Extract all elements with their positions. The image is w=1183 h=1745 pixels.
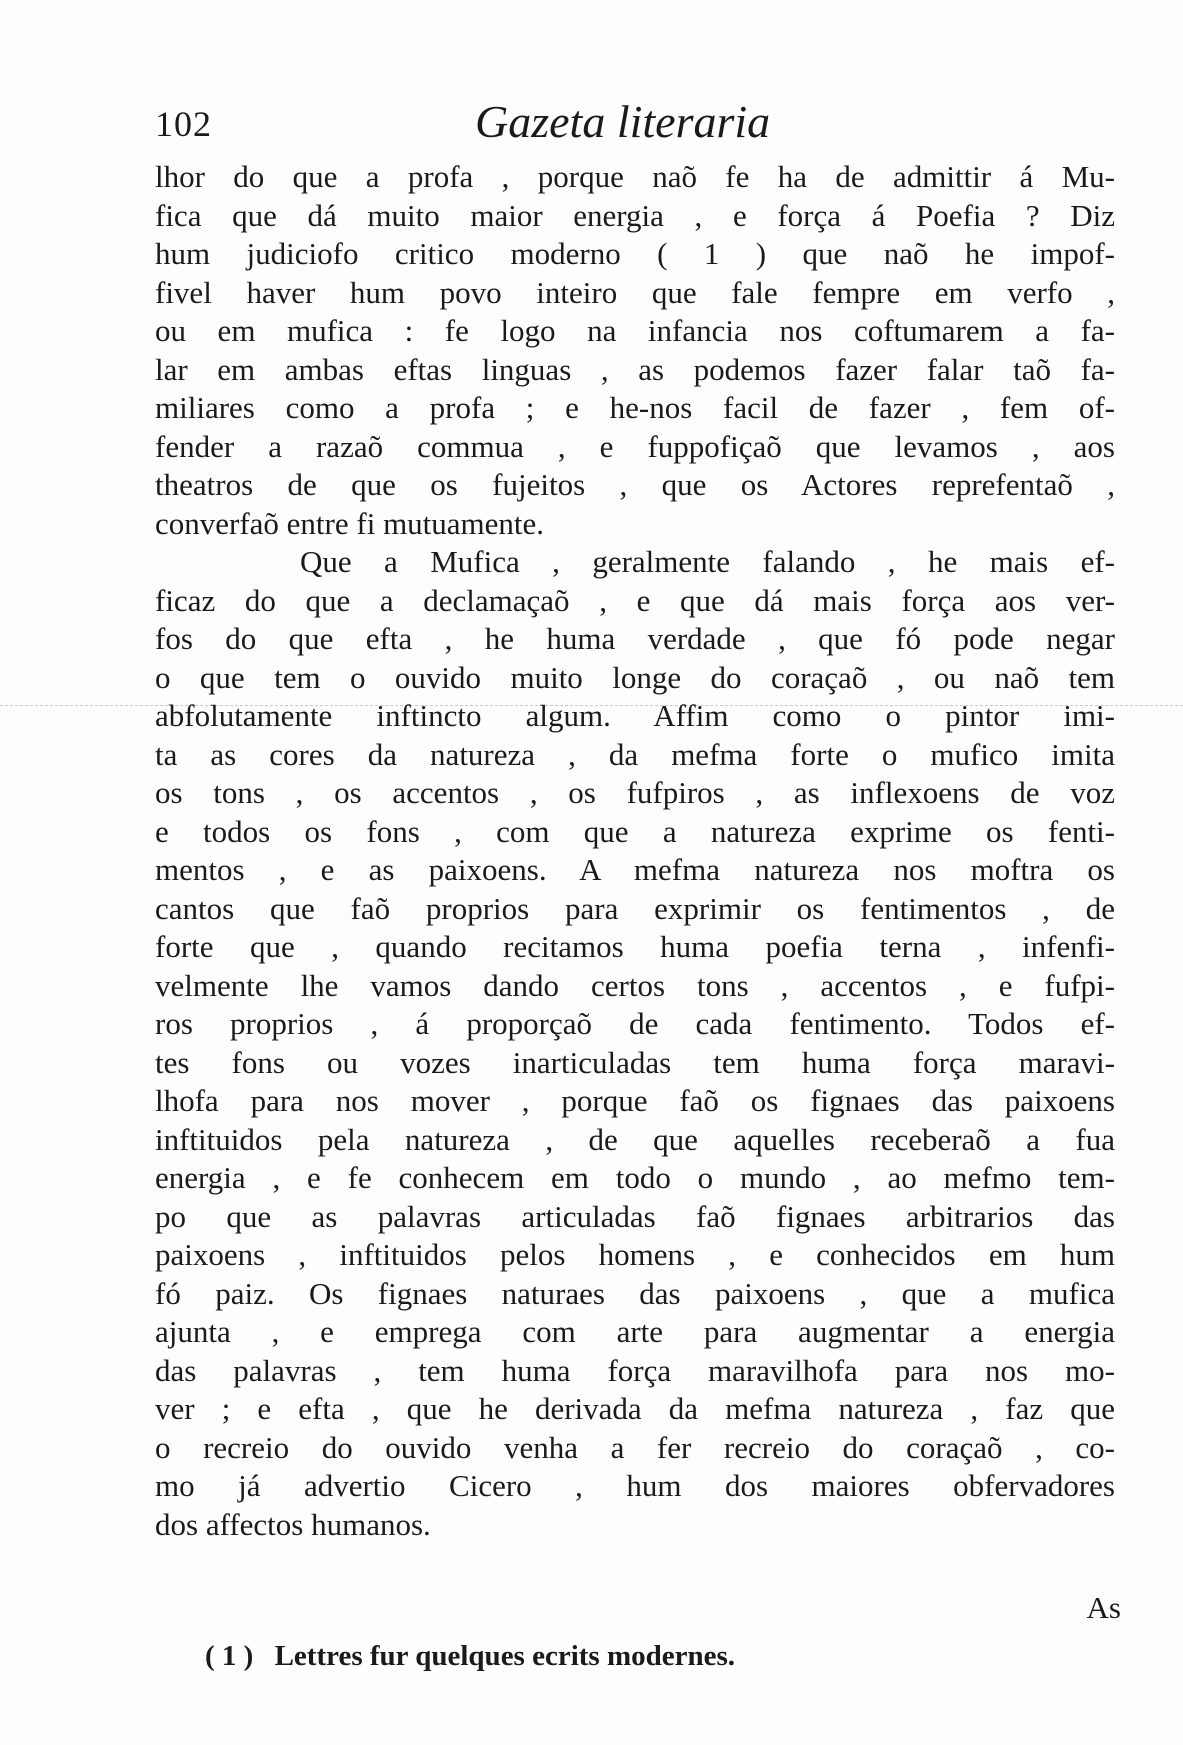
text-line: hum judiciofo critico moderno ( 1 ) que naõ he impof- [155,236,1115,271]
text-line: ver ; e efta , que he derivada da mefma natureza , faz que [155,1391,1115,1426]
text-line: os tons , os accentos , os fufpiros , as inflexoens de voz [155,775,1115,810]
text-line: ta as cores da natureza , da mefma forte o mufico imita [155,736,1115,772]
text-line: forte que , quando recitamos huma poefia terna , infenfi- [155,929,1115,964]
text-line: lhor do que a profa , porque naõ fe ha de admittir á Mu- [155,159,1115,194]
page-number: 102 [155,104,212,144]
text-line: fica que dá muito maior energia , e força á Poefia ? Diz [155,197,1115,233]
text-line: tes fons ou vozes inarticuladas tem huma força maravi- [155,1044,1115,1080]
text-line: ros proprios , á proporçaõ de cada fentimento. Todos ef- [155,1006,1115,1041]
body-text [155,158,1115,1544]
catchword: As [1086,1590,1121,1625]
text-line: ou em mufica : fe logo na infancia nos coftumarem a fa- [155,313,1115,348]
text-line: cantos que faõ proprios para exprimir os fentimentos , de [155,890,1115,926]
footnote [205,1640,735,1673]
text-line: fivel haver hum povo inteiro que fale fempre em verfo , [155,274,1115,310]
text-line: po que as palavras articuladas faõ fignaes arbitrarios das [155,1198,1115,1234]
text-line: paixoens , inftituidos pelos homens , e conhecidos em hum [155,1237,1115,1272]
text-line: theatros de que os fujeitos , que os Actores reprefentaõ , [155,467,1115,502]
text-line: mentos , e as paixoens. A mefma natureza nos moftra os [155,852,1115,887]
paragraph-2 [155,543,1115,1544]
text-line: das palavras , tem huma força maravilhofa para nos mo- [155,1352,1115,1388]
text-line: fó paiz. Os fignaes naturaes das paixoens , que a mufica [155,1275,1115,1311]
paragraph-1 [155,158,1115,543]
text-line: o que tem o ouvido muito longe do coraçaõ , ou naõ tem [155,659,1115,695]
page-header [155,95,1025,155]
text-line: miliares como a profa ; e he-nos facil de fazer , fem of- [155,390,1115,425]
text-line: fos do que efta , he huma verdade , que fó pode negar [155,621,1115,656]
text-line: Que a Mufica , geralmente falando , he mais ef- [300,544,1115,579]
text-line: e todos os fons , com que a natureza exprime os fenti- [155,813,1115,849]
footnote-mark: ( 1 ) [205,1640,254,1672]
text-line: ajunta , e emprega com arte para augmentar a energia [155,1314,1115,1349]
running-title: Gazeta literaria [475,96,771,147]
text-line: velmente lhe vamos dando certos tons , accentos , e fufpi- [155,967,1115,1003]
text-line: converfaõ entre fi mutuamente. [155,505,545,541]
text-line: lhofa para nos mover , porque faõ os fignaes das paixoens [155,1083,1115,1118]
text-line: energia , e fe conhecem em todo o mundo , ao mefmo tem- [155,1160,1115,1195]
text-line: inftituidos pela natureza , de que aquelles receberaõ a fua [155,1121,1115,1157]
text-line: dos affectos humanos. [155,1506,431,1542]
text-line: ficaz do que a declamaçaõ , e que dá mais força aos ver- [155,582,1115,618]
text-line: mo já advertio Cicero , hum dos maiores obfervadores [155,1468,1115,1503]
text-line: lar em ambas eftas linguas , as podemos fazer falar taõ fa- [155,351,1115,387]
text-line: abfolutamente inftincto algum. Affim como o pintor imi- [155,698,1115,733]
footnote-text: Lettres fur quelques ecrits modernes. [274,1640,736,1672]
text-line: o recreio do ouvido venha a fer recreio do coraçaõ , co- [155,1429,1115,1465]
text-line: fender a razaõ commua , e fuppofiçaõ que levamos , aos [155,428,1115,464]
